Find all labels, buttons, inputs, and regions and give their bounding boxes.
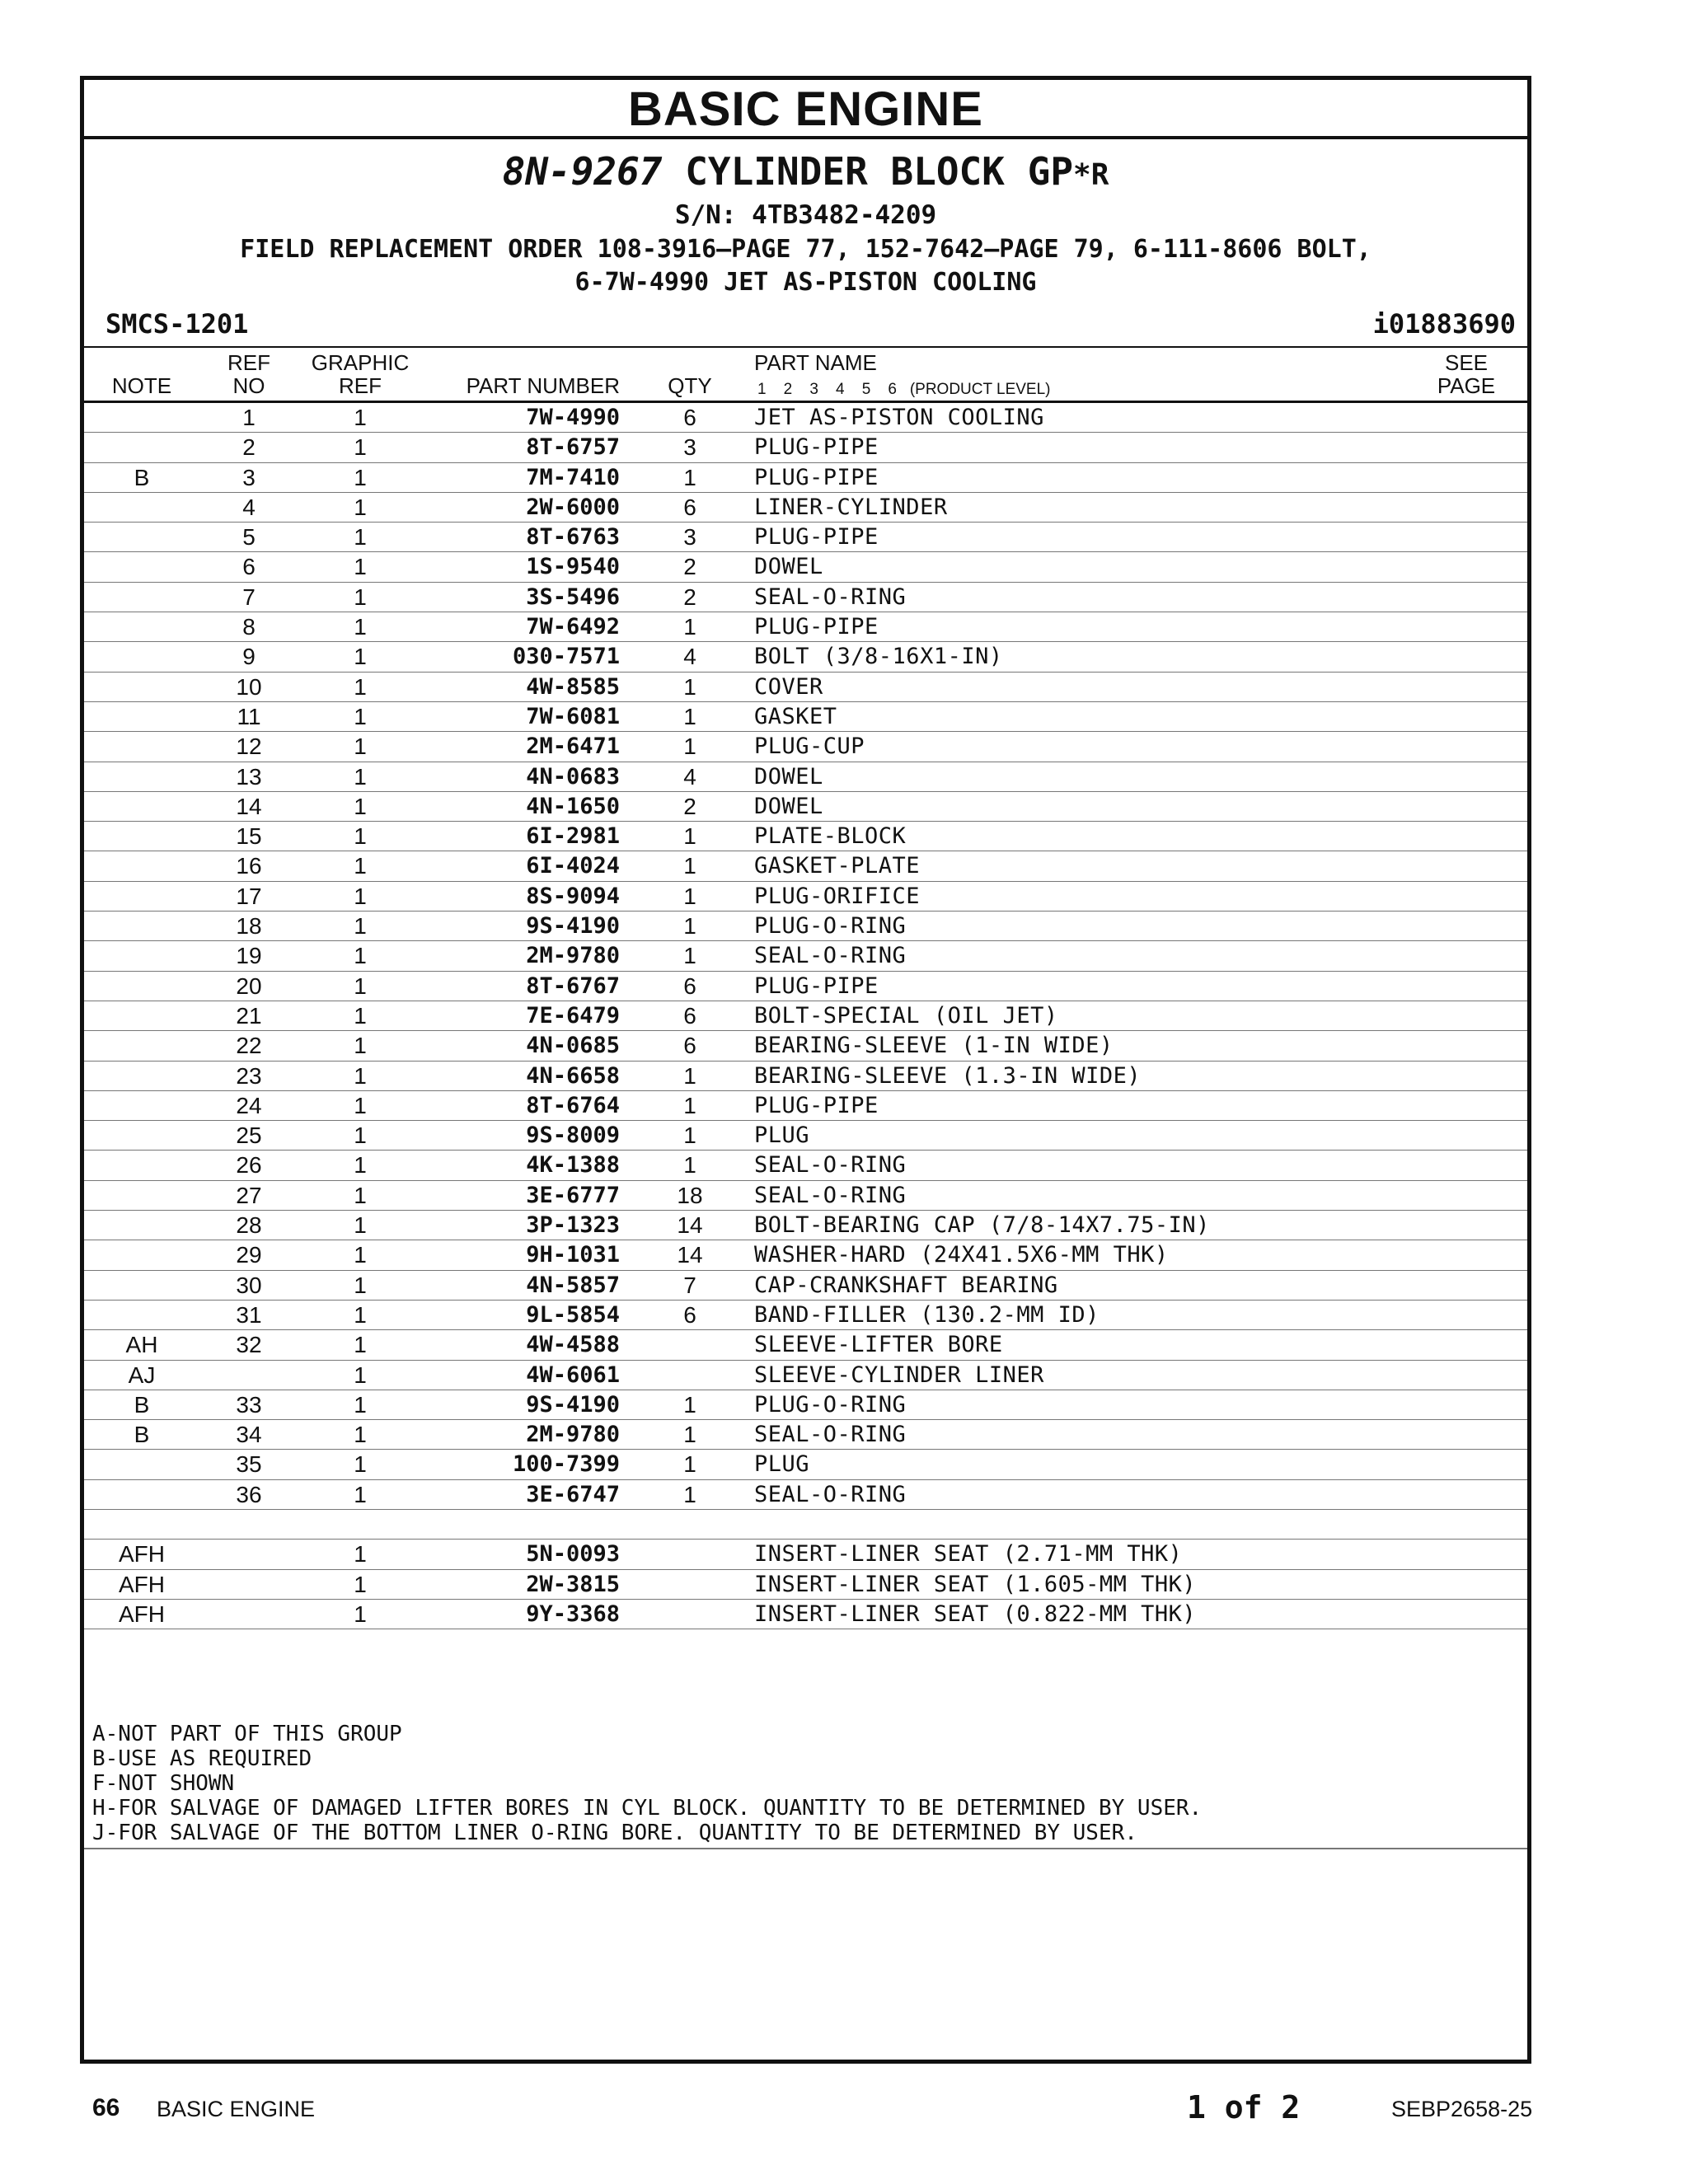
part-number-cell[interactable]: 4N-1650 <box>526 793 620 819</box>
part-name-cell: JET AS-PISTON COOLING <box>754 405 1044 430</box>
part-number-cell[interactable]: 4W-8585 <box>526 673 620 700</box>
ref-no-cell: 10 <box>236 673 262 700</box>
part-number-cell[interactable]: 4N-6658 <box>526 1062 620 1089</box>
part-name-cell: BOLT-BEARING CAP (7/8-14X7.75-IN) <box>754 1212 1210 1239</box>
ref-no-cell: 19 <box>236 943 262 969</box>
graphic-ref-cell: 1 <box>354 644 367 670</box>
part-number-cell[interactable]: 4N-0683 <box>526 763 620 790</box>
qty-cell: 4 <box>683 763 696 790</box>
ref-no-cell: 16 <box>236 853 262 879</box>
ref-no-cell: 5 <box>242 524 256 551</box>
table-row <box>84 732 1527 762</box>
part-number-cell[interactable]: 5N-0093 <box>526 1541 620 1568</box>
part-number-cell[interactable]: 4W-6061 <box>526 1361 620 1388</box>
footer-section: BASIC ENGINE <box>157 2097 316 2121</box>
graphic-ref-cell: 1 <box>354 1422 367 1448</box>
part-number-cell[interactable]: 9S-8009 <box>526 1122 620 1149</box>
graphic-ref-cell: 1 <box>354 763 367 790</box>
qty-cell: 1 <box>683 883 696 909</box>
table-row <box>84 822 1527 851</box>
graphic-ref-cell: 1 <box>354 1182 367 1208</box>
graphic-ref-cell: 1 <box>354 793 367 819</box>
part-number-cell[interactable]: 3E-6777 <box>526 1182 620 1208</box>
table-row <box>84 762 1527 792</box>
col-ref-header-bottom: NO <box>232 373 265 398</box>
part-number-cell[interactable]: 9Y-3368 <box>526 1601 620 1627</box>
graphic-ref-cell: 1 <box>354 464 367 490</box>
col-note-header: NOTE <box>111 373 172 398</box>
col-graphic-header-bottom: REF <box>339 373 382 398</box>
part-name-cell: SEAL-O-RING <box>754 1422 907 1448</box>
qty-cell: 6 <box>683 1033 696 1059</box>
graphic-ref-cell: 1 <box>354 1451 367 1478</box>
table-row <box>84 403 1527 433</box>
product-level-scale: 1 2 3 4 5 6 (PRODUCT LEVEL) <box>757 381 1051 398</box>
graphic-ref-cell: 1 <box>354 943 367 969</box>
graphic-ref-cell: 1 <box>354 1601 367 1627</box>
graphic-ref-cell: 1 <box>354 1033 367 1059</box>
part-number-cell[interactable]: 2M-9780 <box>526 1422 620 1448</box>
ref-no-cell: 12 <box>236 733 262 760</box>
ref-no-cell: 36 <box>236 1481 262 1507</box>
graphic-ref-cell: 1 <box>354 1272 367 1298</box>
part-number-cell[interactable]: 7W-6081 <box>526 703 620 729</box>
part-number-cell[interactable]: 3P-1323 <box>526 1212 620 1239</box>
part-name-cell: SEAL-O-RING <box>754 1152 907 1179</box>
ref-no-cell: 23 <box>236 1062 262 1089</box>
table-row <box>84 1390 1527 1420</box>
graphic-ref-cell: 1 <box>354 583 367 610</box>
part-name-cell: SLEEVE-CYLINDER LINER <box>754 1361 1044 1388</box>
table-row <box>84 1271 1527 1301</box>
table-row <box>84 1540 1527 1569</box>
qty-cell: 6 <box>683 1002 696 1029</box>
part-number-cell[interactable]: 1S-9540 <box>526 554 620 580</box>
ref-no-cell: 32 <box>236 1332 262 1358</box>
part-number-cell[interactable]: 2M-6471 <box>526 733 620 760</box>
table-row <box>84 972 1527 1001</box>
qty-cell: 6 <box>683 1301 696 1328</box>
ref-no-cell: 15 <box>236 823 262 850</box>
graphic-ref-cell: 1 <box>354 703 367 729</box>
part-number-cell[interactable]: 2W-3815 <box>526 1571 620 1597</box>
part-name-cell: GASKET-PLATE <box>754 853 921 879</box>
qty-cell: 1 <box>683 1422 696 1448</box>
note-cell: AFH <box>119 1541 165 1568</box>
qty-cell: 1 <box>683 913 696 940</box>
table-row <box>84 1031 1527 1061</box>
group-part-number[interactable]: 8N-9267 <box>502 149 663 194</box>
part-number-cell[interactable]: 3S-5496 <box>526 583 620 610</box>
part-name-cell: SEAL-O-RING <box>754 1182 907 1208</box>
ref-no-cell: 3 <box>242 464 256 490</box>
table-row <box>84 493 1527 523</box>
ref-no-cell: 26 <box>236 1152 262 1179</box>
graphic-ref-cell: 1 <box>354 883 367 909</box>
col-see-page-header-top: SEE <box>1444 350 1489 375</box>
qty-cell: 3 <box>683 434 696 461</box>
footnote: B-USE AS REQUIRED <box>92 1746 312 1771</box>
note-cell: B <box>134 1422 150 1448</box>
part-name-cell: BEARING-SLEEVE (1-IN WIDE) <box>754 1033 1114 1059</box>
graphic-ref-cell: 1 <box>354 1361 367 1388</box>
qty-cell: 1 <box>683 853 696 879</box>
notes-divider <box>84 1848 1527 1849</box>
ref-no-cell: 9 <box>242 644 256 670</box>
ref-no-cell: 2 <box>242 434 256 461</box>
field-replacement-line-2: 6-7W-4990 JET AS-PISTON COOLING <box>574 268 1037 297</box>
graphic-ref-cell: 1 <box>354 1301 367 1328</box>
qty-cell: 2 <box>683 583 696 610</box>
ref-no-cell: 22 <box>236 1033 262 1059</box>
table-row <box>84 1062 1527 1091</box>
part-name-cell: PLUG <box>754 1451 810 1478</box>
table-row <box>84 941 1527 971</box>
page-of-count: 1 of 2 <box>1187 2089 1301 2125</box>
part-name-cell: PLUG-PIPE <box>754 1092 879 1118</box>
qty-cell: 7 <box>683 1272 696 1298</box>
graphic-ref-cell: 1 <box>354 823 367 850</box>
table-row <box>84 583 1527 612</box>
footnote: F-NOT SHOWN <box>92 1771 235 1796</box>
part-number-cell[interactable]: 4N-5857 <box>526 1272 620 1298</box>
part-name-cell: SEAL-O-RING <box>754 943 907 969</box>
table-row <box>84 463 1527 493</box>
parts-page-frame <box>80 76 1531 2064</box>
graphic-ref-cell: 1 <box>354 1152 367 1179</box>
table-row <box>84 1450 1527 1479</box>
table-row <box>84 552 1527 582</box>
graphic-ref-cell: 1 <box>354 1062 367 1089</box>
part-name-cell: DOWEL <box>754 763 823 790</box>
ref-no-cell: 11 <box>237 703 261 729</box>
part-name-cell: BOLT-SPECIAL (OIL JET) <box>754 1002 1058 1029</box>
graphic-ref-cell: 1 <box>354 1092 367 1118</box>
ref-no-cell: 4 <box>242 494 256 520</box>
part-number-cell[interactable]: 2W-6000 <box>526 494 620 520</box>
table-row <box>84 642 1527 672</box>
part-name-cell: BAND-FILLER (130.2-MM ID) <box>754 1301 1100 1328</box>
col-see-page-header-bottom: PAGE <box>1437 373 1496 398</box>
footnote: J-FOR SALVAGE OF THE BOTTOM LINER O-RING BORE. QUANTITY TO BE DETERMINED BY USER. <box>92 1821 1137 1845</box>
table-row <box>84 792 1527 822</box>
part-number-cell[interactable]: 100-7399 <box>512 1451 620 1478</box>
table-row <box>84 1240 1527 1270</box>
qty-cell: 1 <box>683 733 696 760</box>
part-name-cell: PLUG <box>754 1122 810 1149</box>
part-name-cell: DOWEL <box>754 793 823 819</box>
group-suffix: *R <box>1073 158 1109 192</box>
col-part-number-header: PART NUMBER <box>466 373 620 398</box>
col-graphic-header-top: GRAPHIC <box>311 350 410 375</box>
table-row <box>84 1091 1527 1121</box>
part-name-cell: PLUG-O-RING <box>754 1391 907 1418</box>
qty-cell: 3 <box>683 524 696 551</box>
part-name-cell: SEAL-O-RING <box>754 1481 907 1507</box>
document-number: SEBP2658-25 <box>1391 2097 1533 2121</box>
table-row <box>84 882 1527 912</box>
table-row <box>84 1181 1527 1211</box>
part-name-cell: COVER <box>754 673 823 700</box>
ref-no-cell: 21 <box>236 1002 262 1029</box>
qty-cell: 1 <box>683 1391 696 1418</box>
table-row <box>84 1301 1527 1330</box>
group-title <box>84 149 1527 198</box>
part-number-cell[interactable]: 4W-4588 <box>526 1332 620 1358</box>
page-number: 66 <box>92 2094 120 2121</box>
qty-cell: 2 <box>683 793 696 819</box>
table-row <box>84 1510 1527 1540</box>
qty-cell: 1 <box>683 703 696 729</box>
qty-cell: 1 <box>683 673 696 700</box>
qty-cell: 14 <box>677 1242 703 1268</box>
part-number-cell[interactable]: 3E-6747 <box>526 1481 620 1507</box>
graphic-ref-cell: 1 <box>354 1332 367 1358</box>
ref-no-cell: 24 <box>236 1092 262 1118</box>
part-name-cell: PLUG-PIPE <box>754 434 879 461</box>
qty-cell: 6 <box>683 972 696 999</box>
ref-no-cell: 18 <box>236 913 262 940</box>
col-part-name-header: PART NAME <box>754 350 877 375</box>
ref-no-cell: 27 <box>236 1182 262 1208</box>
ref-no-cell: 6 <box>242 554 256 580</box>
part-name-cell: DOWEL <box>754 554 823 580</box>
ref-no-cell: 8 <box>242 614 256 640</box>
part-number-cell[interactable]: 6I-2981 <box>526 823 620 850</box>
qty-cell: 1 <box>683 1062 696 1089</box>
part-number-cell[interactable]: 8T-6767 <box>526 972 620 999</box>
graphic-ref-cell: 1 <box>354 853 367 879</box>
graphic-ref-cell: 1 <box>354 972 367 999</box>
part-name-cell: PLUG-O-RING <box>754 913 907 940</box>
table-row <box>84 673 1527 702</box>
part-number-cell[interactable]: 030-7571 <box>512 644 620 670</box>
part-name-cell: PLUG-CUP <box>754 733 865 760</box>
part-name-cell: PLUG-PIPE <box>754 972 879 999</box>
serial-range: S/N: 4TB3482-4209 <box>674 200 937 230</box>
footnote: A-NOT PART OF THIS GROUP <box>92 1722 402 1746</box>
table-row <box>84 1330 1527 1360</box>
graphic-ref-cell: 1 <box>354 1391 367 1418</box>
graphic-ref-cell: 1 <box>354 1002 367 1029</box>
part-number-cell[interactable]: 7W-4990 <box>526 405 620 430</box>
ref-no-cell: 25 <box>236 1122 262 1149</box>
ref-no-cell: 31 <box>236 1301 262 1328</box>
part-name-cell: INSERT-LINER SEAT (1.605-MM THK) <box>754 1571 1197 1597</box>
part-name-cell: WASHER-HARD (24X41.5X6-MM THK) <box>754 1242 1169 1268</box>
qty-cell: 1 <box>683 823 696 850</box>
part-number-cell[interactable]: 9H-1031 <box>526 1242 620 1268</box>
part-number-cell[interactable]: 6I-4024 <box>526 853 620 879</box>
ref-no-cell: 33 <box>236 1391 262 1418</box>
note-cell: B <box>134 464 150 490</box>
table-row <box>84 1121 1527 1151</box>
part-name-cell: INSERT-LINER SEAT (2.71-MM THK) <box>754 1541 1183 1568</box>
graphic-ref-cell: 1 <box>354 913 367 940</box>
table-row <box>84 1001 1527 1031</box>
part-name-cell: GASKET <box>754 703 837 729</box>
part-name-cell: SLEEVE-LIFTER BORE <box>754 1332 1003 1358</box>
ref-no-cell: 35 <box>236 1451 262 1478</box>
graphic-ref-cell: 1 <box>354 614 367 640</box>
table-row <box>84 1570 1527 1600</box>
illustration-id: i01883690 <box>1372 308 1516 340</box>
graphic-ref-cell: 1 <box>354 1481 367 1507</box>
section-title: BASIC ENGINE <box>84 80 1527 139</box>
part-name-cell: CAP-CRANKSHAFT BEARING <box>754 1272 1058 1298</box>
part-name-cell: LINER-CYLINDER <box>754 494 948 520</box>
part-name-cell: BEARING-SLEEVE (1.3-IN WIDE) <box>754 1062 1142 1089</box>
graphic-ref-cell: 1 <box>354 1541 367 1568</box>
ref-no-cell: 13 <box>236 763 262 790</box>
table-row <box>84 1420 1527 1450</box>
col-ref-header-top: REF <box>227 350 270 375</box>
part-name-cell: PLUG-PIPE <box>754 464 879 490</box>
table-row <box>84 702 1527 732</box>
table-row <box>84 1151 1527 1180</box>
table-row <box>84 1361 1527 1390</box>
parts-list <box>84 403 1527 1629</box>
table-row <box>84 851 1527 881</box>
smcs-code: SMCS-1201 <box>106 308 249 340</box>
qty-cell: 1 <box>683 1122 696 1149</box>
qty-cell: 1 <box>683 1092 696 1118</box>
qty-cell: 1 <box>683 1152 696 1179</box>
ref-no-cell: 17 <box>236 883 262 909</box>
qty-cell: 1 <box>683 1481 696 1507</box>
part-number-cell[interactable]: 9S-4190 <box>526 913 620 940</box>
table-row <box>84 1211 1527 1240</box>
part-name-cell: BOLT (3/8-16X1-IN) <box>754 644 1003 670</box>
part-number-cell[interactable]: 7E-6479 <box>526 1002 620 1029</box>
part-number-cell[interactable]: 2M-9780 <box>526 943 620 969</box>
table-row <box>84 912 1527 941</box>
footnote: H-FOR SALVAGE OF DAMAGED LIFTER BORES IN CYL BLOCK. QUANTITY TO BE DETERMINED BY USER. <box>92 1796 1203 1821</box>
field-replacement-line-1: FIELD REPLACEMENT ORDER 108-3916—PAGE 77, 152-7642—PAGE 79, 6-111-8606 BOLT, <box>240 235 1372 264</box>
graphic-ref-cell: 1 <box>354 494 367 520</box>
note-cell: B <box>134 1391 150 1418</box>
part-name-cell: SEAL-O-RING <box>754 583 907 610</box>
part-name-cell: PLUG-PIPE <box>754 614 879 640</box>
graphic-ref-cell: 1 <box>354 1571 367 1597</box>
note-cell: AFH <box>119 1601 165 1627</box>
qty-cell: 1 <box>683 943 696 969</box>
qty-cell: 4 <box>683 644 696 670</box>
ref-no-cell: 28 <box>236 1212 262 1239</box>
table-row <box>84 523 1527 552</box>
qty-cell: 6 <box>683 405 696 430</box>
part-number-cell[interactable]: 9S-4190 <box>526 1391 620 1418</box>
part-number-cell[interactable]: 7M-7410 <box>526 464 620 490</box>
qty-cell: 1 <box>683 1451 696 1478</box>
table-row <box>84 612 1527 642</box>
qty-cell: 1 <box>683 464 696 490</box>
group-name: CYLINDER BLOCK GP <box>685 149 1074 194</box>
table-row <box>84 433 1527 462</box>
graphic-ref-cell: 1 <box>354 554 367 580</box>
part-number-cell[interactable]: 8T-6764 <box>526 1092 620 1118</box>
ref-no-cell: 29 <box>236 1242 262 1268</box>
part-number-cell[interactable]: 4N-0685 <box>526 1033 620 1059</box>
part-number-cell[interactable]: 7W-6492 <box>526 614 620 640</box>
header-divider <box>84 346 1527 348</box>
part-name-cell: PLUG-PIPE <box>754 524 879 551</box>
qty-cell: 6 <box>683 494 696 520</box>
graphic-ref-cell: 1 <box>354 673 367 700</box>
part-number-cell[interactable]: 9L-5854 <box>526 1301 620 1328</box>
part-number-cell[interactable]: 8S-9094 <box>526 883 620 909</box>
part-name-cell: INSERT-LINER SEAT (0.822-MM THK) <box>754 1601 1197 1627</box>
part-name-cell: PLUG-ORIFICE <box>754 883 921 909</box>
table-row <box>84 1600 1527 1629</box>
graphic-ref-cell: 1 <box>354 1242 367 1268</box>
ref-no-cell: 34 <box>236 1422 262 1448</box>
footnotes <box>92 1722 1202 1845</box>
graphic-ref-cell: 1 <box>354 1122 367 1149</box>
note-cell: AFH <box>119 1571 165 1597</box>
graphic-ref-cell: 1 <box>354 434 367 461</box>
ref-no-cell: 7 <box>242 583 256 610</box>
ref-no-cell: 30 <box>236 1272 262 1298</box>
qty-cell: 2 <box>683 554 696 580</box>
ref-no-cell: 20 <box>236 972 262 999</box>
ref-no-cell: 14 <box>236 793 262 819</box>
graphic-ref-cell: 1 <box>354 1212 367 1239</box>
note-cell: AJ <box>128 1361 156 1388</box>
col-qty-header: QTY <box>668 373 712 398</box>
qty-cell: 1 <box>683 614 696 640</box>
part-name-cell: PLATE-BLOCK <box>754 823 907 850</box>
qty-cell: 14 <box>677 1212 703 1239</box>
part-number-cell[interactable]: 8T-6757 <box>526 434 620 461</box>
ref-no-cell: 1 <box>242 405 256 430</box>
graphic-ref-cell: 1 <box>354 733 367 760</box>
table-row <box>84 1480 1527 1510</box>
part-number-cell[interactable]: 8T-6763 <box>526 524 620 551</box>
graphic-ref-cell: 1 <box>354 405 367 430</box>
note-cell: AH <box>125 1332 158 1358</box>
part-number-cell[interactable]: 4K-1388 <box>526 1152 620 1179</box>
qty-cell: 18 <box>677 1182 703 1208</box>
graphic-ref-cell: 1 <box>354 524 367 551</box>
